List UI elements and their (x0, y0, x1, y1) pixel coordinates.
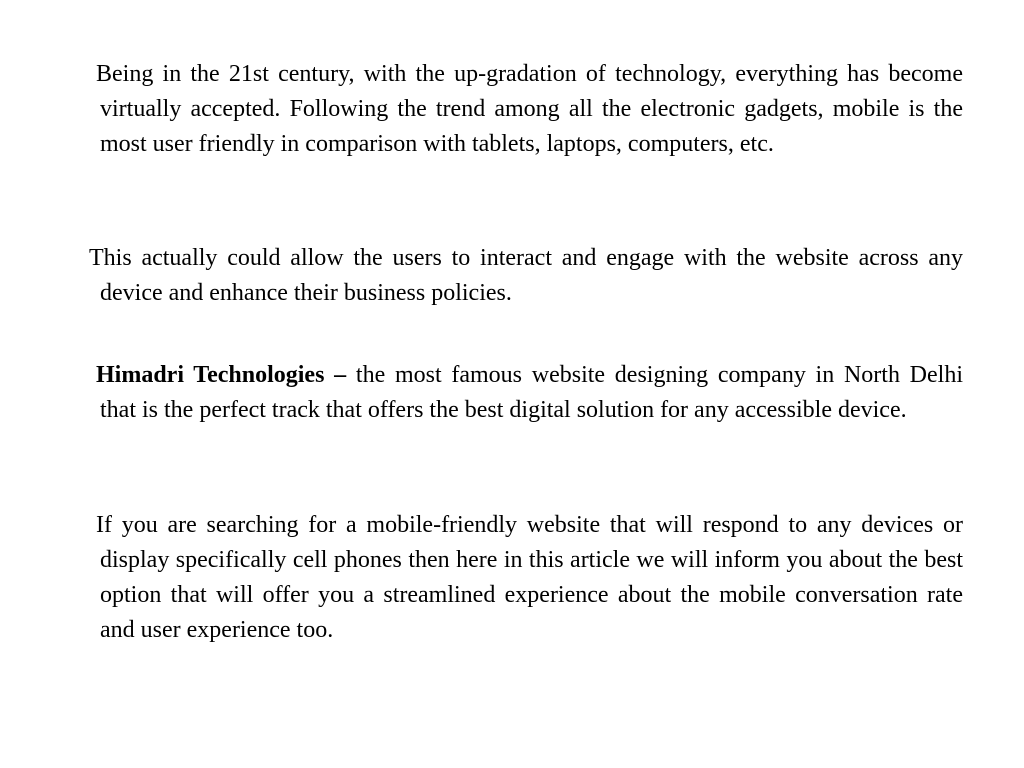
paragraph-intro: Being in the 21st century, with the up-gradation of technology, everything has become virtually accepted. Following the trend among all the electronic gadgets, mobile is the most user friendly in comparison with tablets, laptops, computers, etc. (96, 61, 963, 157)
company-description: the most famous website designing company in North Delhi that is the perfect track that offers the best digital solution for any accessible device. (100, 362, 963, 423)
company-dash: – (334, 362, 347, 388)
paragraph-mobile-friendly: If you are searching for a mobile-friendly website that will respond to any devices or display specifically cell phones then here in this article we will inform you about the best option that will offer you a streamlined experience about the mobile conversation rate and user experience too. (96, 512, 963, 643)
paragraph-company (96, 358, 963, 428)
paragraph-interaction: This actually could allow the users to interact and engage with the website across any device and enhance their business policies. (89, 245, 963, 306)
company-name: Himadri Technologies (96, 362, 325, 388)
